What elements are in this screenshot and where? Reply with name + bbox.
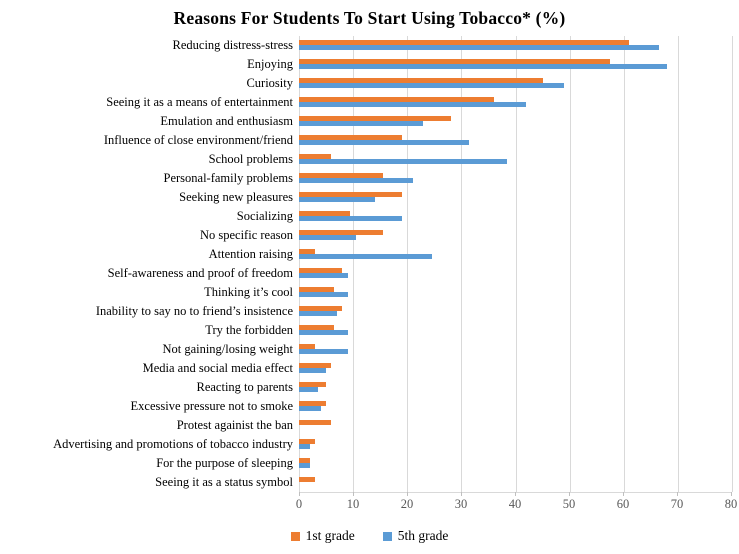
- bar-group: [299, 55, 732, 74]
- axis-tick: [569, 492, 570, 496]
- legend-label: 5th grade: [397, 528, 449, 543]
- chart-row: [0, 302, 739, 321]
- axis-tick: [515, 492, 516, 496]
- chart-row: [0, 36, 739, 55]
- chart-row: [0, 169, 739, 188]
- bar-1st-grade: [299, 477, 315, 482]
- bar-group: [299, 74, 732, 93]
- legend: [0, 528, 739, 544]
- category-label: Seeing it as a means of entertainment: [106, 95, 293, 109]
- axis-tick-label: 20: [400, 497, 414, 511]
- legend-swatch-icon: [383, 532, 392, 541]
- bar-group: [299, 245, 732, 264]
- bar-group: [299, 226, 732, 245]
- axis-tick: [299, 492, 300, 496]
- bar-group: [299, 112, 732, 131]
- bar-group: [299, 340, 732, 359]
- axis-tick: [461, 492, 462, 496]
- category-label: Seeing it as a status symbol: [155, 475, 293, 489]
- chart-row: [0, 321, 739, 340]
- bar-group: [299, 454, 732, 473]
- bar-5th-grade: [299, 159, 507, 164]
- chart-rows: [0, 36, 739, 492]
- category-label: Socializing: [236, 209, 293, 223]
- axis-tick: [623, 492, 624, 496]
- bar-group: [299, 36, 732, 55]
- bar-5th-grade: [299, 254, 432, 259]
- chart-row: [0, 245, 739, 264]
- bar-group: [299, 473, 732, 492]
- bar-5th-grade: [299, 216, 402, 221]
- bar-5th-grade: [299, 444, 310, 449]
- bar-5th-grade: [299, 64, 667, 69]
- category-label: Reacting to parents: [196, 380, 293, 394]
- category-label: Inability to say no to friend’s insistence: [95, 304, 293, 318]
- plot-area: [0, 36, 739, 492]
- axis-tick-label: 50: [562, 497, 576, 511]
- category-label: Reducing distress-stress: [172, 38, 293, 52]
- bar-5th-grade: [299, 311, 337, 316]
- chart-row: [0, 340, 739, 359]
- bar-group: [299, 264, 732, 283]
- category-label: Emulation and enthusiasm: [160, 114, 293, 128]
- axis-tick-label: 70: [670, 497, 684, 511]
- category-label: School problems: [208, 152, 293, 166]
- chart-row: [0, 283, 739, 302]
- bar-5th-grade: [299, 235, 356, 240]
- category-label: Influence of close environment/friend: [103, 133, 293, 147]
- axis-tick-label: 10: [346, 497, 360, 511]
- category-label: No specific reason: [199, 228, 293, 242]
- axis-tick: [731, 492, 732, 496]
- category-label: Curiosity: [246, 76, 293, 90]
- bar-5th-grade: [299, 140, 469, 145]
- bar-5th-grade: [299, 273, 348, 278]
- x-axis: [0, 492, 739, 516]
- legend-item-1st-grade: [291, 528, 355, 544]
- bar-group: [299, 93, 732, 112]
- bar-5th-grade: [299, 330, 348, 335]
- category-label: Enjoying: [247, 57, 293, 71]
- chart-row: [0, 131, 739, 150]
- bar-group: [299, 283, 732, 302]
- bar-group: [299, 321, 732, 340]
- bar-group: [299, 169, 732, 188]
- category-label: Attention raising: [208, 247, 293, 261]
- legend-swatch-icon: [291, 532, 300, 541]
- axis-tick-label: 60: [616, 497, 630, 511]
- bar-5th-grade: [299, 463, 310, 468]
- axis-tick-label: 40: [508, 497, 522, 511]
- axis-tick: [407, 492, 408, 496]
- bar-group: [299, 416, 732, 435]
- chart-row: [0, 397, 739, 416]
- bar-group: [299, 397, 732, 416]
- category-label: For the purpose of sleeping: [156, 456, 293, 470]
- category-label: Try the forbidden: [205, 323, 293, 337]
- category-label: Excessive pressure not to smoke: [130, 399, 293, 413]
- chart-row: [0, 74, 739, 93]
- bar-5th-grade: [299, 178, 413, 183]
- bar-group: [299, 359, 732, 378]
- axis-tick: [353, 492, 354, 496]
- bar-5th-grade: [299, 292, 348, 297]
- chart-row: [0, 150, 739, 169]
- axis-tick-label: 30: [454, 497, 468, 511]
- chart-title: Reasons For Students To Start Using Tobacco* (%): [173, 8, 566, 28]
- category-label: Thinking it’s cool: [204, 285, 293, 299]
- chart-row: [0, 93, 739, 112]
- bar-5th-grade: [299, 368, 326, 373]
- legend-label: 1st grade: [305, 528, 355, 543]
- bar-group: [299, 150, 732, 169]
- bar-5th-grade: [299, 406, 321, 411]
- category-label: Seeking new pleasures: [179, 190, 293, 204]
- chart-row: [0, 264, 739, 283]
- chart-row: [0, 226, 739, 245]
- legend-item-5th-grade: [383, 528, 449, 544]
- bar-5th-grade: [299, 197, 375, 202]
- bar-5th-grade: [299, 349, 348, 354]
- bar-group: [299, 302, 732, 321]
- bar-group: [299, 131, 732, 150]
- chart-row: [0, 435, 739, 454]
- bar-group: [299, 207, 732, 226]
- axis-tick-label: 80: [724, 497, 738, 511]
- chart-row: [0, 359, 739, 378]
- bar-5th-grade: [299, 102, 526, 107]
- chart-row: [0, 416, 739, 435]
- bar-1st-grade: [299, 420, 331, 425]
- chart-row: [0, 207, 739, 226]
- chart-row: [0, 378, 739, 397]
- axis-tick: [677, 492, 678, 496]
- category-label: Self-awareness and proof of freedom: [107, 266, 293, 280]
- chart-row: [0, 454, 739, 473]
- chart-row: [0, 188, 739, 207]
- bar-5th-grade: [299, 83, 564, 88]
- chart-row: [0, 55, 739, 74]
- bar-group: [299, 378, 732, 397]
- bar-group: [299, 188, 732, 207]
- bar-5th-grade: [299, 45, 659, 50]
- chart-row: [0, 473, 739, 492]
- bar-5th-grade: [299, 387, 318, 392]
- category-label: Not gaining/losing weight: [162, 342, 293, 356]
- chart-row: [0, 112, 739, 131]
- category-label: Advertising and promotions of tobacco industry: [53, 437, 293, 451]
- category-label: Media and social media effect: [142, 361, 293, 375]
- bar-5th-grade: [299, 121, 423, 126]
- axis-tick-label: 0: [295, 497, 303, 511]
- category-label: Personal-family problems: [163, 171, 293, 185]
- category-label: Protest againist the ban: [176, 418, 293, 432]
- bar-group: [299, 435, 732, 454]
